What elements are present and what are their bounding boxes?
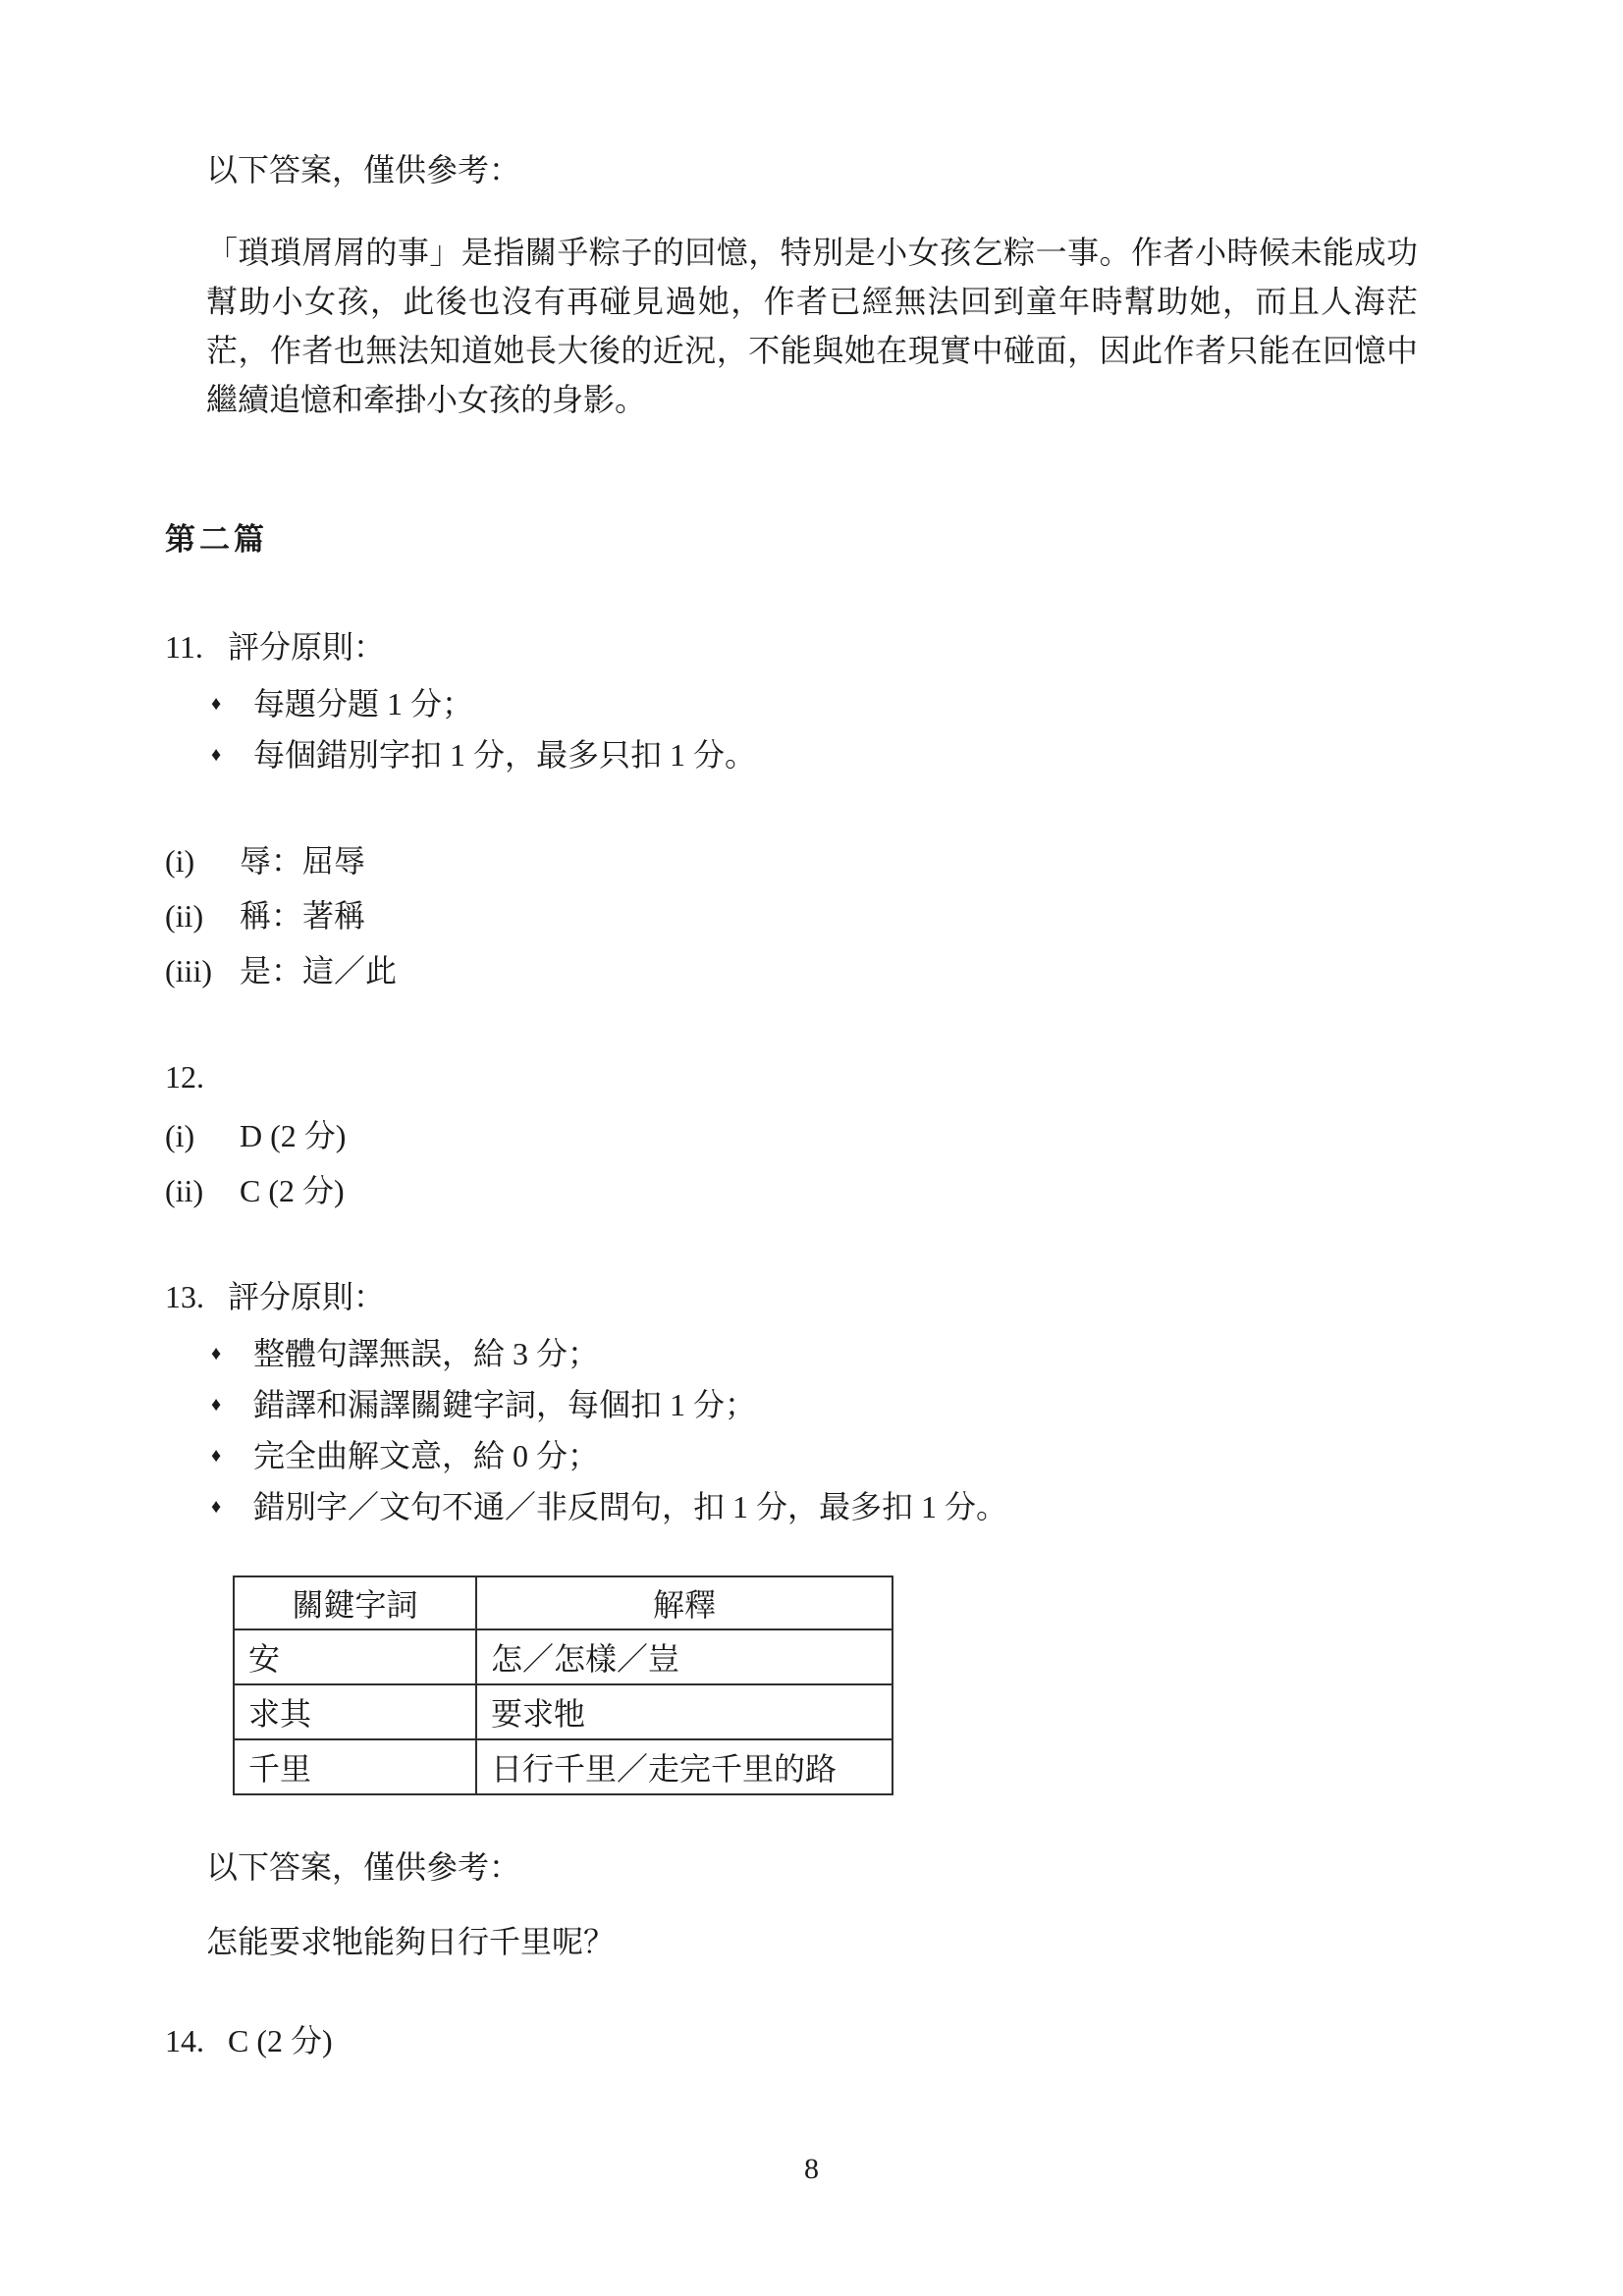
table-cell-term: 安	[234, 1629, 476, 1684]
marking-rule-item	[211, 1430, 1458, 1481]
marking-rule-text: 完全曲解文意，給 0 分；	[253, 1438, 600, 1473]
reference-note: 以下答案，僅供參考：	[206, 152, 521, 187]
diamond-bullet-icon: ♦	[211, 1394, 222, 1415]
table-header-term: 關鍵字詞	[234, 1576, 476, 1629]
table-row	[234, 1739, 893, 1794]
reference-note: 以下答案，僅供參考：	[206, 1849, 521, 1885]
question-11-answers	[165, 833, 1458, 998]
marking-rule-item	[211, 678, 1458, 729]
marking-rule-text: 整體句譯無誤，給 3 分；	[253, 1336, 600, 1371]
question-13-block	[165, 1271, 1458, 1532]
question-12-block	[165, 1051, 1458, 1218]
question-number: 11.	[165, 629, 203, 665]
item-text: 辱：屈辱	[240, 843, 366, 879]
question-11-header	[165, 621, 1458, 672]
question-number: 13.	[165, 1279, 204, 1314]
item-label: (ii)	[165, 1173, 204, 1208]
answer-paragraph: 「瑣瑣屑屑的事」是指關乎粽子的回憶，特別是小女孩乞粽一事。作者小時候未能成功幫助小女孩，此後也沒有再碰見過她，作者已經無法回到童年時幫助她，而且人海茫茫，作者也無法知道她長大後的近況，不能與她在現實中碰面，因此作者只能在回憶中繼續追憶和牽掛小女孩的身影。	[206, 235, 1418, 417]
item-label: (iii)	[165, 953, 212, 988]
marking-rule-text: 每題分題 1 分；	[253, 686, 474, 721]
marking-rule-item	[211, 1481, 1458, 1532]
answer-item	[165, 943, 1458, 998]
table-cell-term: 求其	[234, 1684, 476, 1739]
table-header-explanation: 解釋	[476, 1576, 893, 1629]
answer-text: C (2 分)	[228, 2023, 333, 2058]
question-12-header	[165, 1051, 1458, 1102]
diamond-bullet-icon: ♦	[211, 744, 222, 766]
table-cell-explanation: 日行千里／走完千里的路	[476, 1739, 893, 1794]
model-answer: 怎能要求牠能夠日行千里呢？	[206, 1924, 616, 1959]
table-cell-term: 千里	[234, 1739, 476, 1794]
key-terms-table	[233, 1575, 893, 1795]
page-number: 8	[804, 2153, 819, 2185]
marking-rule-item	[211, 1379, 1458, 1430]
marking-rule-text: 每個錯別字扣 1 分，最多只扣 1 分。	[253, 737, 757, 773]
diamond-bullet-icon: ♦	[211, 1445, 222, 1467]
question-number: 12.	[165, 1059, 204, 1095]
question-14-block	[165, 2015, 1458, 2066]
item-text: D (2 分)	[240, 1118, 347, 1153]
item-text: 是：這／此	[240, 953, 398, 988]
answer-item	[165, 833, 1458, 888]
question-13-header	[165, 1271, 1458, 1322]
item-label: (i)	[165, 1118, 195, 1153]
diamond-bullet-icon: ♦	[211, 1496, 222, 1518]
table-header-row	[234, 1576, 893, 1629]
section-title: 第二篇	[165, 522, 268, 557]
page-footer	[0, 2153, 1623, 2186]
answer-item	[165, 1108, 1458, 1163]
answer-item	[165, 888, 1458, 943]
question-11-block	[165, 621, 1458, 780]
marking-rule-item	[211, 729, 1458, 780]
answer-item	[165, 1163, 1458, 1218]
table-cell-explanation: 怎／怎樣／豈	[476, 1629, 893, 1684]
table-row	[234, 1629, 893, 1684]
item-label: (i)	[165, 843, 195, 879]
marking-rule-text: 錯譯和漏譯關鍵字詞，每個扣 1 分；	[253, 1387, 757, 1422]
question-title: 評分原則：	[228, 629, 386, 665]
question-number: 14.	[165, 2023, 204, 2058]
marking-rule-item	[211, 1328, 1458, 1379]
question-title: 評分原則：	[228, 1279, 386, 1314]
diamond-bullet-icon: ♦	[211, 693, 222, 715]
diamond-bullet-icon: ♦	[211, 1343, 222, 1364]
item-text: C (2 分)	[240, 1173, 345, 1208]
table-cell-explanation: 要求牠	[476, 1684, 893, 1739]
item-label: (ii)	[165, 898, 204, 934]
table-row	[234, 1684, 893, 1739]
marking-rule-text: 錯別字／文句不通／非反問句，扣 1 分，最多扣 1 分。	[253, 1489, 1008, 1524]
item-text: 稱：著稱	[240, 898, 366, 934]
